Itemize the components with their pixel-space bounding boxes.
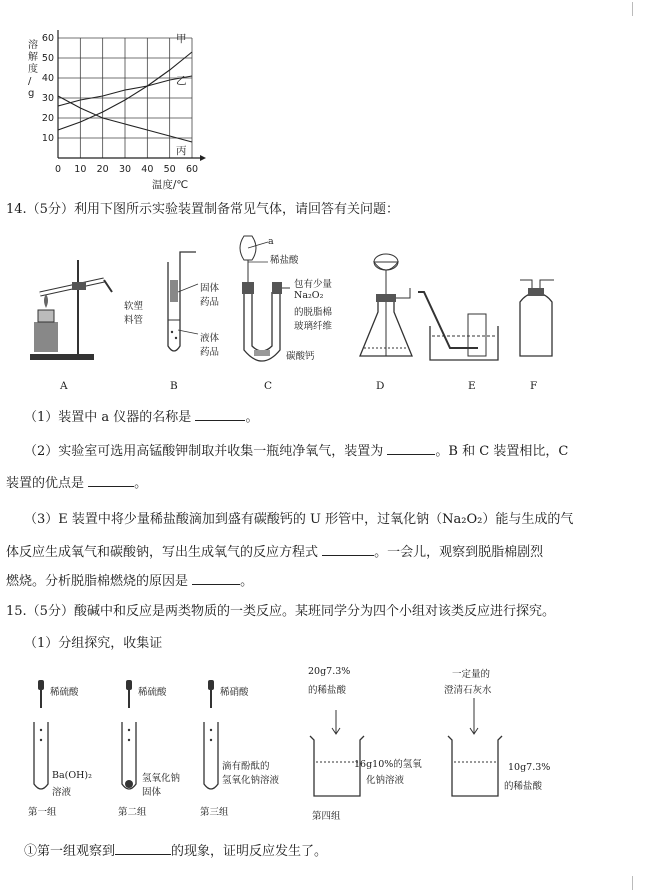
group-3-name: 第三组 — [200, 807, 229, 818]
label-liquid-reagent: 药品 — [200, 347, 220, 358]
label-soft-tube: 软塑 — [124, 301, 144, 312]
y-tick-label: 30 — [41, 93, 54, 104]
apparatus-b-drawing — [168, 252, 198, 351]
solubility-chart — [20, 22, 220, 202]
label-cotton: 的脱脂棉 — [294, 307, 333, 318]
group-1-dropper-label: 稀硫酸 — [50, 687, 79, 698]
answer-blank[interactable] — [88, 474, 134, 487]
group-1-tube-label: 溶液 — [52, 787, 72, 798]
q14-p3b — [6, 541, 543, 560]
q14-p2b: 。B 和 C 装置相比，C — [435, 444, 569, 459]
q14-p1 — [24, 406, 258, 425]
q14-p1-text: （1）装置中 a 仪器的名称是 — [24, 410, 192, 425]
q14-p2c-end: 。 — [134, 476, 148, 491]
q14-p2 — [24, 440, 568, 459]
group-2-tube-label: 固体 — [142, 787, 162, 798]
series-label-2: 乙 — [176, 75, 187, 87]
answer-blank[interactable] — [195, 408, 245, 421]
group-4-limewater-label: 一定量的 — [452, 669, 491, 680]
group-4-hcl2-label: 10g7.3% — [508, 762, 551, 773]
group-4-hcl2-label: 的稀盐酸 — [504, 781, 543, 792]
apparatus-label-a: A — [60, 380, 68, 392]
q14-p2c-text: 装置的优点是 — [6, 476, 85, 491]
apparatus-a-drawing — [30, 260, 112, 360]
y-tick-label: 20 — [41, 113, 54, 124]
series-label-1: 甲 — [176, 33, 187, 45]
group-2-dropper-label: 稀硫酸 — [138, 687, 167, 698]
q15-header: 15.（5分）酸碱中和反应是两类物质的一类反应。某班同学分为四个小组对该类反应进行探究。 — [6, 604, 555, 619]
y-tick-label: 60 — [41, 33, 54, 44]
group-3-tube-label: 滴有酚酞的 — [222, 761, 270, 772]
x-axis-label: 温度/℃ — [151, 179, 189, 191]
q14-p1-end: 。 — [245, 410, 259, 425]
answer-blank[interactable] — [387, 442, 435, 455]
x-tick-label: 20 — [96, 164, 109, 175]
apparatus-d-drawing — [360, 254, 412, 356]
apparatus-label-c: C — [264, 380, 273, 392]
group-4-hcl-label: 的稀盐酸 — [308, 685, 347, 696]
x-tick-label: 50 — [163, 164, 176, 175]
q14-p2c — [6, 472, 147, 491]
q15-q1a: 第一组观察到 — [37, 844, 116, 859]
apparatus-f-drawing — [520, 280, 554, 356]
answer-blank[interactable] — [322, 543, 374, 556]
q15-p1: （1）分组探究，收集证 — [24, 636, 163, 651]
label-glass-fiber: 玻璃纤维 — [294, 321, 333, 332]
q14-p3c-end: 。 — [240, 574, 254, 589]
group-3-dropper-label: 稀硝酸 — [220, 687, 249, 698]
q15-q1-num: ① — [24, 844, 38, 859]
group-4-naoh-label: 化钠溶液 — [366, 775, 405, 786]
label-solid-reagent: 固体 — [200, 283, 220, 294]
group-1-name: 第一组 — [28, 807, 57, 818]
y-tick-label: 40 — [41, 73, 54, 84]
q14-p3c — [6, 570, 253, 589]
label-solid-reagent: 药品 — [200, 297, 220, 308]
corner-mark — [632, 876, 647, 890]
label-cotton: Na₂O₂ — [294, 290, 324, 301]
group-4-beaker-1 — [310, 710, 364, 796]
label-caco3: 碳酸钙 — [286, 351, 315, 362]
group-2-tube-label: 氢氧化钠 — [142, 773, 181, 784]
group-3-drawing — [204, 680, 218, 789]
group-1-drawing — [34, 680, 48, 789]
x-tick-label: 0 — [54, 164, 62, 175]
apparatus-label-b: B — [170, 380, 178, 392]
q14-p3b-text: 体反应生成氧气和碳酸钠，写出生成氧气的反应方程式 — [6, 545, 319, 560]
apparatus-label-d: D — [376, 380, 385, 392]
group-1-tube-label: Ba(OH)₂ — [52, 770, 92, 781]
group-4-beaker-2 — [448, 698, 502, 796]
q15-q1 — [24, 840, 327, 859]
group-4-hcl-label: 20g7.3% — [308, 666, 351, 677]
group-4-naoh-label: 16g10%的氢氧 — [354, 759, 422, 770]
group-4-limewater-label: 澄清石灰水 — [444, 685, 492, 696]
q15-q1b: 的现象，证明反应发生了。 — [171, 844, 328, 859]
q14-p3c-text: 燃烧。分析脱脂棉燃烧的原因是 — [6, 574, 189, 589]
q14-p3b-end: 。一会儿，观察到脱脂棉剧烈 — [374, 545, 544, 560]
x-tick-label: 40 — [141, 164, 154, 175]
y-tick-label: 50 — [41, 53, 54, 64]
group-2-name: 第二组 — [118, 807, 147, 818]
y-axis-label-text: 溶解度/ g — [28, 40, 38, 99]
group-2-drawing — [122, 680, 136, 789]
apparatus-label-e: E — [468, 380, 476, 392]
group-4-name: 第四组 — [312, 811, 341, 822]
apparatus-label-f: F — [530, 380, 538, 392]
label-liquid-reagent: 液体 — [200, 333, 220, 344]
x-tick-label: 30 — [118, 164, 132, 175]
series-label-3: 丙 — [176, 145, 187, 157]
q14-header: 14.（5分）利用下图所示实验装置制备常见气体，请回答有关问题： — [6, 202, 399, 217]
group-3-tube-label: 氢氧化钠溶液 — [222, 775, 280, 786]
label-a: a — [268, 236, 274, 247]
answer-blank[interactable] — [192, 572, 240, 585]
q14-p3a: （3）E 装置中将少量稀盐酸滴加到盛有碳酸钙的 U 形管中，过氧化钠（Na₂O₂）能与生成的气 — [24, 512, 574, 527]
label-soft-tube: 料管 — [124, 315, 144, 326]
answer-blank[interactable] — [115, 842, 171, 855]
x-tick-label: 60 — [185, 164, 199, 175]
y-tick-label: 10 — [41, 133, 54, 144]
x-axis-arrow — [200, 155, 206, 161]
apparatus-e-drawing — [418, 292, 498, 360]
q14-p2a: （2）实验室可选用高锰酸钾制取并收集一瓶纯净氧气，装置为 — [24, 444, 384, 459]
x-tick-label: 10 — [74, 164, 87, 175]
corner-mark — [632, 2, 647, 16]
label-dilute-hcl: 稀盐酸 — [270, 255, 299, 266]
y-axis-label — [28, 38, 38, 99]
label-cotton: 包有少量 — [294, 279, 333, 290]
